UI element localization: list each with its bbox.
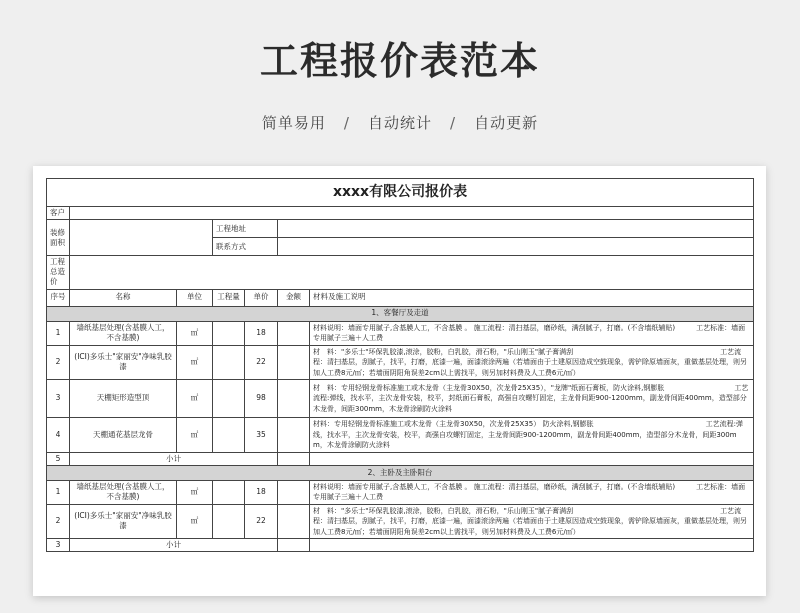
item-no: 1 — [47, 480, 70, 504]
item-amount — [278, 345, 310, 380]
tagline — [0, 112, 800, 133]
item-description[interactable]: 材 料："多乐士"环保乳胶漆,滚涂，胶粉，白乳胶，滑石粉，"乐山刚玉"腻子膏满刮 工艺流程：清扫基层，刮腻子，找平，打磨，底漆一遍，面漆滚涂两遍（若墙面由于土建原因造成空鼓现象，需铲除原墙面灰，重做基层处理，则另加人工费8元/㎡；若墙面阴阳角误差2cm以上需找平，则另加材料费及人工费6元/㎡） — [310, 345, 754, 380]
item-name[interactable]: 墙纸基层处理(含基膜人工，不含基膜) — [70, 480, 177, 504]
col-header-no: 序号 — [47, 289, 70, 306]
item-amount — [278, 504, 310, 539]
column-header-row — [47, 289, 754, 306]
item-description[interactable]: 材料说明：墙面专用腻子,含基膜人工，不含基膜 。 施工流程：清扫基层，磨砂纸，满刮腻子，打磨。(不含墙纸辅贴) 工艺标准：墙面专用腻子三遍＋人工费 — [310, 480, 754, 504]
item-unit: ㎡ — [177, 380, 213, 418]
item-unit: ㎡ — [177, 504, 213, 539]
item-amount — [278, 380, 310, 418]
col-header-price: 单价 — [245, 289, 278, 306]
item-name[interactable]: (ICI)多乐士"家丽安"净味乳胶漆 — [70, 345, 177, 380]
item-unit: ㎡ — [177, 345, 213, 380]
item-row — [47, 321, 754, 345]
item-no: 3 — [47, 380, 70, 418]
item-row — [47, 504, 754, 539]
item-qty[interactable] — [213, 504, 245, 539]
page-title: 工程报价表范本 — [259, 39, 540, 83]
item-no: 4 — [47, 418, 70, 453]
item-amount — [278, 418, 310, 453]
subtotal-amount — [278, 452, 310, 465]
item-unit: ㎡ — [177, 321, 213, 345]
area-label: 装修面积 — [47, 220, 70, 256]
item-no: 1 — [47, 321, 70, 345]
item-price[interactable]: 35 — [245, 418, 278, 453]
item-unit: ㎡ — [177, 418, 213, 453]
item-price[interactable]: 18 — [245, 321, 278, 345]
quote-table — [46, 178, 754, 552]
col-header-desc: 材料及施工说明 — [310, 289, 754, 306]
subtotal-row — [47, 539, 754, 552]
section-title: 1、客餐厅及走道 — [47, 306, 754, 321]
customer-value[interactable] — [70, 207, 754, 220]
item-name[interactable]: (ICI)多乐士"家丽安"净味乳胶漆 — [70, 504, 177, 539]
item-qty[interactable] — [213, 345, 245, 380]
item-price[interactable]: 18 — [245, 480, 278, 504]
item-row — [47, 345, 754, 380]
item-amount — [278, 321, 310, 345]
section-title: 2、主卧及主卧阳台 — [47, 465, 754, 480]
subtotal-desc — [310, 452, 754, 465]
subtotal-desc — [310, 539, 754, 552]
item-name[interactable]: 天棚矩形造型顶 — [70, 380, 177, 418]
customer-label: 客户 — [47, 207, 70, 220]
total-price-value[interactable] — [70, 256, 754, 289]
tag-separator: / — [343, 114, 350, 132]
sheet-title: xxxx有限公司报价表 — [47, 179, 754, 207]
item-description[interactable]: 材料说明：墙面专用腻子,含基膜人工，不含基膜 。 施工流程：清扫基层，磨砂纸，满刮腻子，打磨。(不含墙纸辅贴) 工艺标准：墙面专用腻子三遍＋人工费 — [310, 321, 754, 345]
item-name[interactable]: 天棚通花基层龙骨 — [70, 418, 177, 453]
subtotal-no: 5 — [47, 452, 70, 465]
area-value[interactable] — [70, 220, 213, 256]
subtotal-row — [47, 452, 754, 465]
item-row — [47, 480, 754, 504]
item-amount — [278, 480, 310, 504]
contact-label: 联系方式 — [213, 238, 278, 256]
tag-auto-stats: 自动统计 — [367, 114, 432, 132]
item-description[interactable]: 材料：专用轻钢龙骨标准施工或木龙骨（主龙骨30X50，次龙骨25X35） 防火涂料,钢膨胀 工艺流程:弹线，找水平，主次龙骨安装，校平，高强自攻螺钉固定，主龙骨间距900-1200mm，副龙骨间距400mm，造型部分木龙骨，间距300mm，木龙骨涂刷防火涂料 — [310, 418, 754, 453]
item-description[interactable]: 材 料：专用轻钢龙骨标准施工或木龙骨（主龙骨30X50，次龙骨25X35），"龙牌"纸面石膏板，防火涂料,钢膨胀 工艺流程:弹线，找水平，主次龙骨安装，校平，封纸面石膏板，高强自攻螺钉固定，主龙骨间距900-1200mm，副龙骨间距400mm，造型部分木龙骨，间距300mm，木龙骨涂刷防火涂料 — [310, 380, 754, 418]
section-row — [47, 306, 754, 321]
item-price[interactable]: 22 — [245, 504, 278, 539]
item-description[interactable]: 材 料："多乐士"环保乳胶漆,滚涂，胶粉，白乳胶，滑石粉，"乐山刚玉"腻子膏满刮 工艺流程：清扫基层，刮腻子，找平，打磨，底漆一遍，面漆滚涂两遍（若墙面由于土建原因造成空鼓现象，需铲除原墙面灰，重做基层处理，则另加人工费8元/㎡；若墙面阴阳角误差2cm以上需找平，则另加材料费及人工费6元/㎡） — [310, 504, 754, 539]
item-qty[interactable] — [213, 418, 245, 453]
item-qty[interactable] — [213, 321, 245, 345]
item-price[interactable]: 22 — [245, 345, 278, 380]
address-label: 工程地址 — [213, 220, 278, 238]
subtotal-no: 3 — [47, 539, 70, 552]
col-header-name: 名称 — [70, 289, 177, 306]
quote-sheet — [33, 166, 766, 596]
item-name[interactable]: 墙纸基层处理(含基膜人工，不含基膜) — [70, 321, 177, 345]
item-qty[interactable] — [213, 380, 245, 418]
subtotal-label: 小计 — [70, 452, 278, 465]
contact-value[interactable] — [278, 238, 754, 256]
subtotal-amount — [278, 539, 310, 552]
tag-separator: / — [450, 114, 457, 132]
section-row — [47, 465, 754, 480]
tag-easy: 简单易用 — [261, 114, 326, 132]
item-no: 2 — [47, 345, 70, 380]
tag-auto-update: 自动更新 — [474, 114, 539, 132]
col-header-unit: 单位 — [177, 289, 213, 306]
item-unit: ㎡ — [177, 480, 213, 504]
col-header-qty: 工程量 — [213, 289, 245, 306]
address-value[interactable] — [278, 220, 754, 238]
item-no: 2 — [47, 504, 70, 539]
item-row — [47, 418, 754, 453]
item-qty[interactable] — [213, 480, 245, 504]
item-row — [47, 380, 754, 418]
col-header-amount: 金额 — [278, 289, 310, 306]
total-price-label: 工程总造价 — [47, 256, 70, 289]
item-price[interactable]: 98 — [245, 380, 278, 418]
subtotal-label: 小计 — [70, 539, 278, 552]
